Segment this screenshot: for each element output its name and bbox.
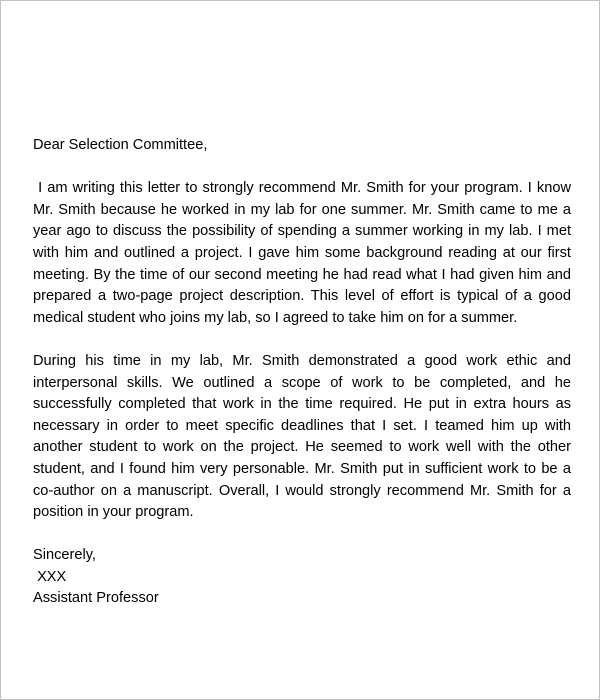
letter-salutation: Dear Selection Committee, bbox=[33, 137, 208, 153]
letter-content bbox=[33, 135, 576, 610]
letter-paragraph-2: During his time in my lab, Mr. Smith demonstrated a good work ethic and interpersonal skills. We outlined a scope of work to be completed, and he successfully completed that work in the time required. He put in extra hours as necessary in order to meet specific deadlines that I set. I teamed him up with another student to work on the project. He seemed to work well with the other student, and I found him very personable. Mr. Smith put in sufficient work to be a co-author on a manuscript. Overall, I would strongly recommend Mr. Smith for a position in your program. bbox=[33, 352, 576, 521]
letter-signature-title: Assistant Professor bbox=[33, 590, 159, 607]
letter-signature-name: XXX bbox=[33, 568, 67, 585]
paragraph-closing-spacer bbox=[33, 524, 571, 546]
letter-valediction: Sincerely, bbox=[33, 547, 96, 564]
salutation-paragraph-spacer bbox=[33, 157, 571, 179]
letter-paragraph-1: I am writing this letter to strongly recommend Mr. Smith for your program. I know Mr. Smith because he worked in my lab for one summer. Mr. Smith came to me a year ago to discuss the possibility of spending a summer working in my lab. I met with him and outlined a project. I gave him some background reading at our first meeting. By the time of our second meeting he had read what I had given him and prepared a two-page project description. This level of effort is typical of a good medical student who joins my lab, so I agreed to take him on for a summer. bbox=[33, 180, 576, 326]
paragraph-spacer-1 bbox=[33, 329, 571, 351]
